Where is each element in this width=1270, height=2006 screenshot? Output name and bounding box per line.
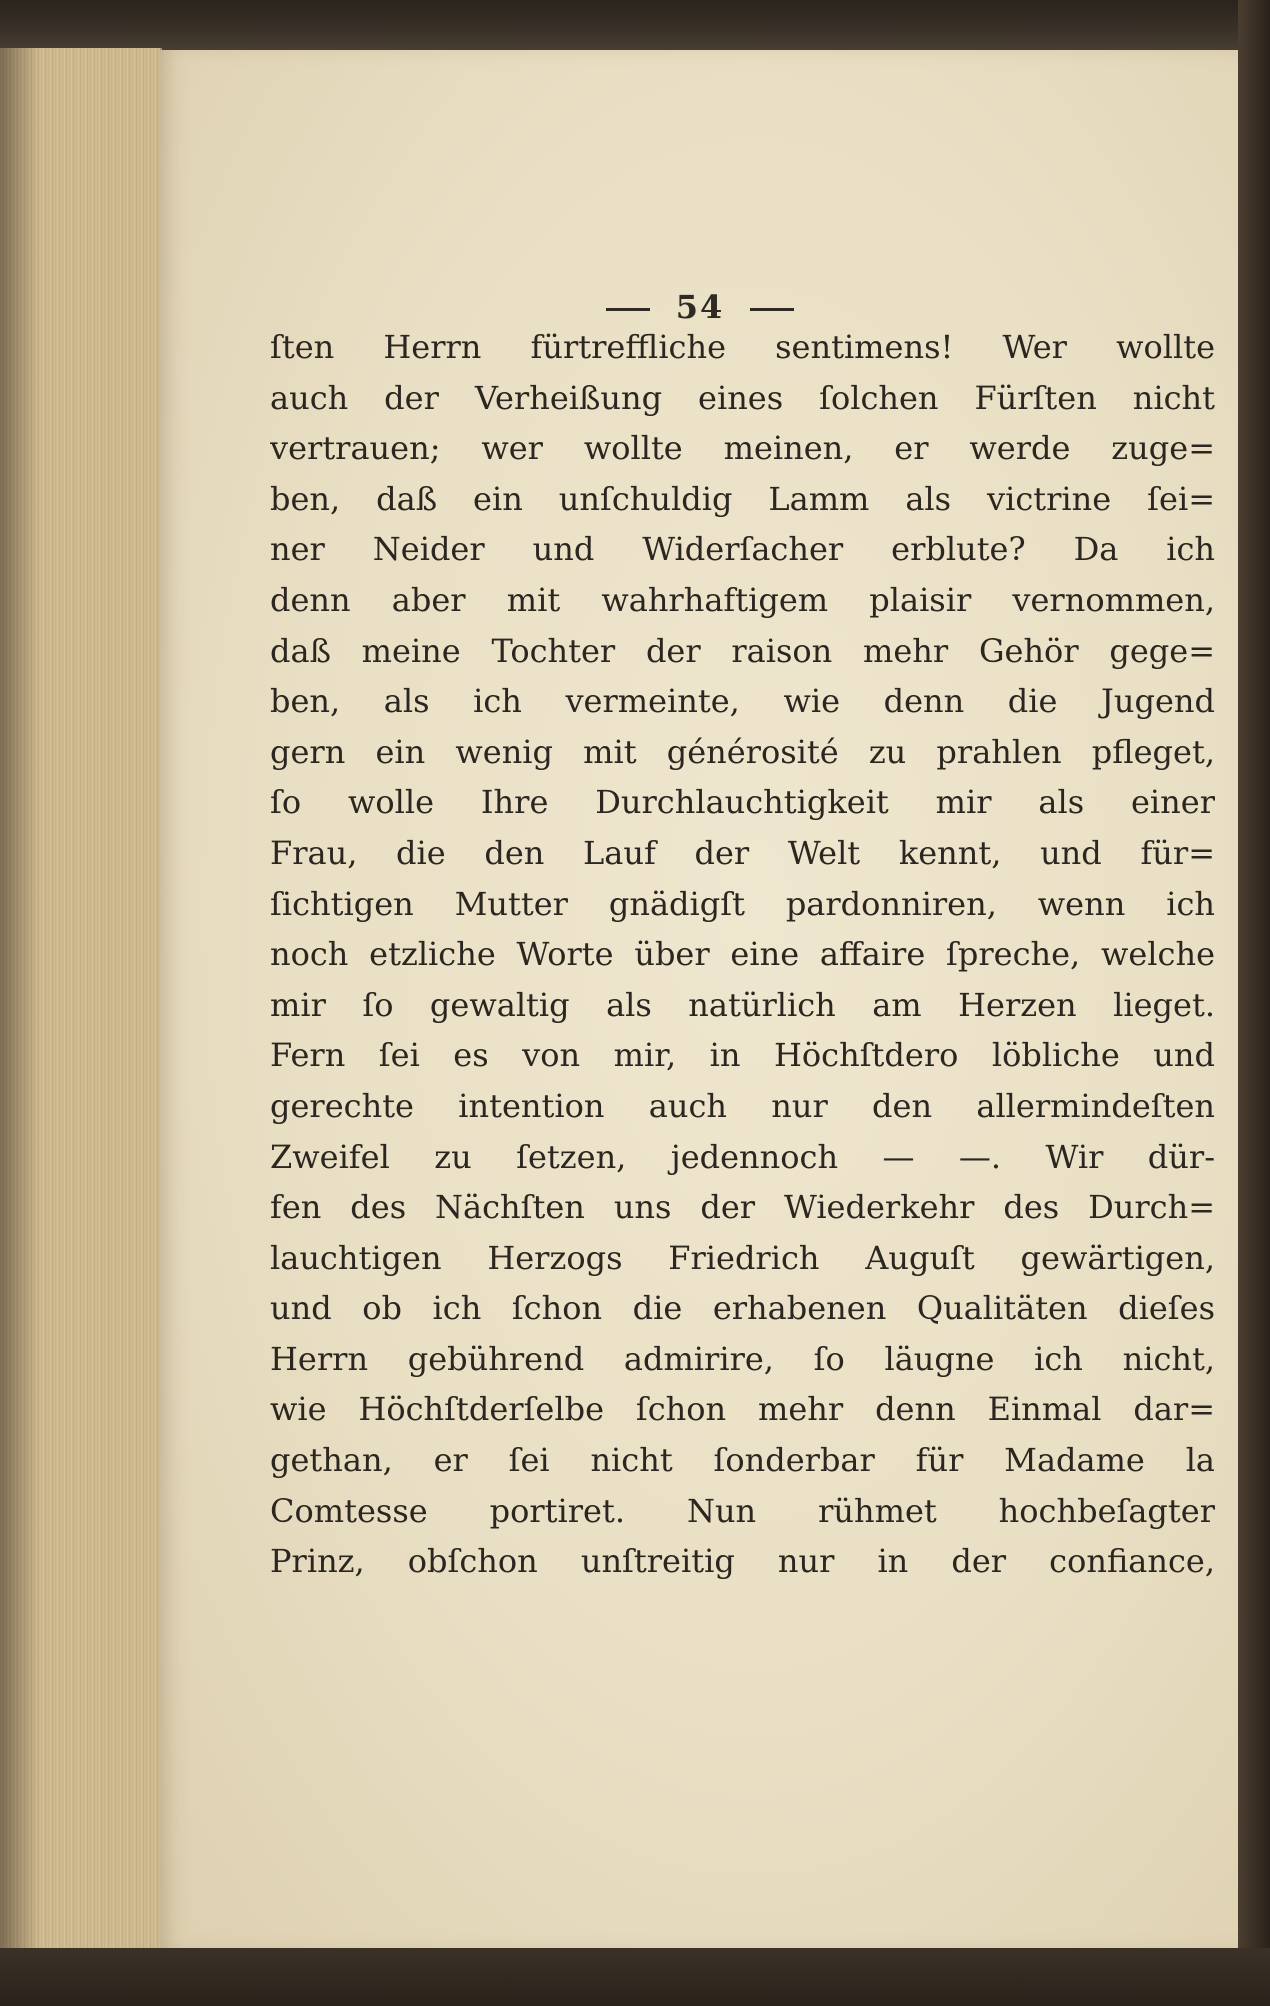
text-line: denn aber mit wahrhaftigem plaisir vernommen, <box>270 580 1215 619</box>
text-line: auch der Verheißung eines ſolchen Fürſten nicht <box>270 378 1215 417</box>
page-number: 54 <box>675 288 725 326</box>
text-line: ſo wolle Ihre Durchlauchtigkeit mir als einer <box>270 783 1215 822</box>
book-cover-right <box>1238 0 1270 2006</box>
text-line: lauchtigen Herzogs Friedrich Auguſt gewärtigen, <box>270 1238 1215 1277</box>
text-line: und ob ich ſchon die erhabenen Qualitäten dieſes <box>270 1289 1215 1328</box>
text-line: gern ein wenig mit générosité zu prahlen pfleget, <box>270 732 1215 771</box>
text-line: ben, daß ein unſchuldig Lamm als victrine ſei= <box>270 479 1215 518</box>
book-cover-bottom <box>0 1948 1270 2006</box>
text-line: ſichtigen Mutter gnädigſt pardonniren, wenn ich <box>270 884 1215 923</box>
text-line: Prinz, obſchon unſtreitig nur in der confiance, <box>270 1542 1215 1581</box>
text-line: vertrauen; wer wollte meinen, er werde zuge= <box>270 429 1215 468</box>
text-line: Fern ſei es von mir, in Höchſtdero löbliche und <box>270 1036 1215 1075</box>
text-line: ben, als ich vermeinte, wie denn die Jugend <box>270 682 1215 721</box>
text-line: mir ſo gewaltig als natürlich am Herzen lieget. <box>270 985 1215 1024</box>
right-dash <box>750 308 794 311</box>
text-line: Comtesse portiret. Nun rühmet hochbeſagter <box>270 1491 1215 1530</box>
text-line: noch etzliche Worte über eine affaire ſpreche, welche <box>270 935 1215 974</box>
page-edges <box>0 48 162 1953</box>
text-line: gethan, er ſei nicht ſonderbar für Madame la <box>270 1441 1215 1480</box>
text-line: wie Höchſtderſelbe ſchon mehr denn Einmal dar= <box>270 1390 1215 1429</box>
text-line: daß meine Tochter der raison mehr Gehör gege= <box>270 631 1215 670</box>
text-line: Herrn gebührend admirire, ſo läugne ich nicht, <box>270 1339 1215 1378</box>
body-text <box>270 322 1215 1587</box>
text-line: Zweifel zu ſetzen, jedennoch — —. Wir dür- <box>270 1137 1215 1176</box>
text-line: fen des Nächſten uns der Wiederkehr des Durch= <box>270 1188 1215 1227</box>
text-line: ſten Herrn fürtreffliche sentimens! Wer wollte <box>270 328 1215 366</box>
left-dash <box>606 308 650 311</box>
text-line: Frau, die den Lauf der Welt kennt, und für= <box>270 833 1215 872</box>
text-line: ner Neider und Widerſacher erblute? Da ich <box>270 530 1215 569</box>
page-number-header <box>160 288 1240 326</box>
book-cover-top <box>0 0 1270 52</box>
text-line: gerechte intention auch nur den allermindeſten <box>270 1086 1215 1125</box>
